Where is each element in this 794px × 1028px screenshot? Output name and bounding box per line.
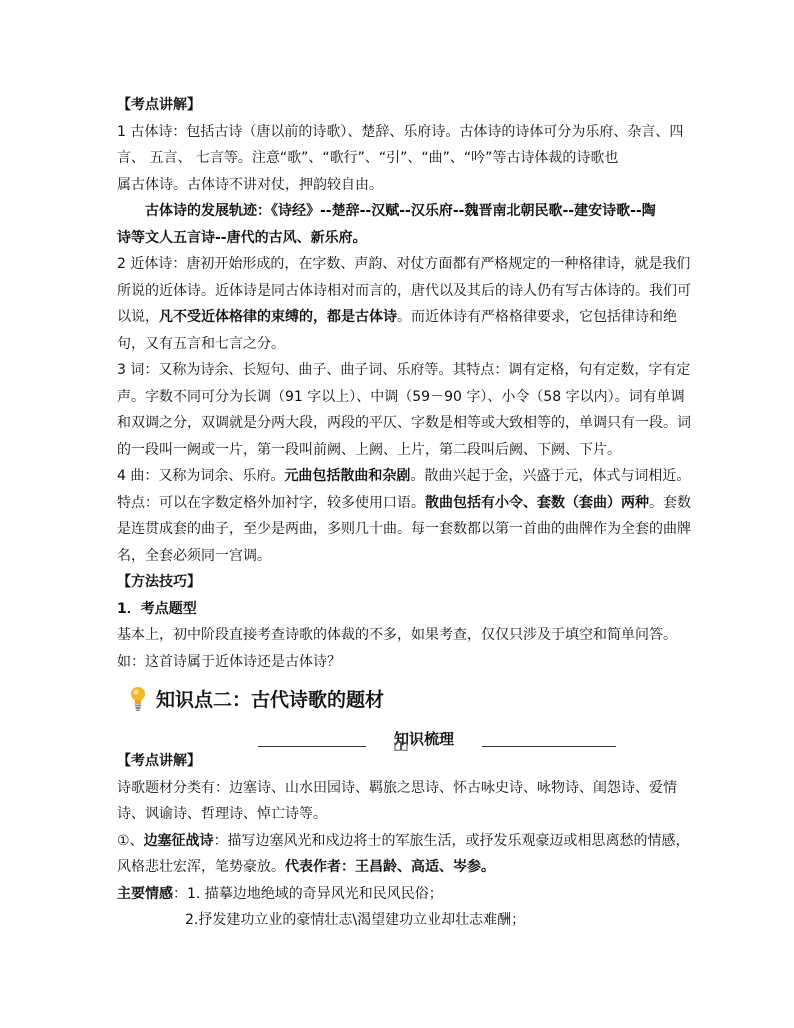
paragraph-line: 诗、讽谕诗、哲理诗、悼亡诗等。 bbox=[117, 806, 327, 822]
paragraph-line: 的一段叫一阙或一片，第一段叫前阙、上阙、上片，第二段叫后阙、下阙、下片。 bbox=[117, 441, 621, 458]
paragraph-line: 是连贯成套的曲子，至少是两曲，多则几十曲。每一套数都以第一首曲的曲牌作为全套的曲牌 bbox=[117, 521, 691, 537]
text-run-bold: 凡不受近体格律的束缚的，都是古体诗 bbox=[159, 309, 397, 325]
divider-left bbox=[258, 746, 366, 747]
divider-right bbox=[482, 746, 616, 747]
text-run: ：描写边塞风光和戍边将士的军旅生活，或抒发乐观豪迈或相思离愁的情感， bbox=[213, 832, 690, 849]
paragraph-line-bold: 诗等文人五言诗--唐代的古风、新乐府。 bbox=[117, 229, 367, 246]
text-run: ①、 bbox=[117, 832, 144, 849]
knowledge-point-title bbox=[128, 682, 384, 714]
knowledge-point-title-text: 知识点二：古代诗歌的题材 bbox=[156, 688, 385, 711]
text-run-bold: 散曲包括有小令、套数（套曲）两种 bbox=[425, 494, 649, 511]
text-run: 特点：可以在字数定格外加衬字，较多使用口语。 bbox=[117, 494, 425, 511]
lightbulb-icon bbox=[128, 684, 148, 712]
paragraph-line: 言、 五言、 七言等。注意“歌”、“歌行”、“引”、“曲”、“吟”等古诗体裁的诗歌也 bbox=[117, 150, 619, 166]
section-heading-exam-points: 【考点讲解】 bbox=[117, 753, 201, 769]
text-run: 。而近体诗有严格格律要求，它包括律诗和绝 bbox=[397, 309, 677, 325]
paragraph-line bbox=[117, 490, 691, 517]
text-run-bold: 代表作者：王昌龄、高适、岑参。 bbox=[285, 859, 495, 875]
paragraph-line bbox=[117, 304, 677, 331]
paragraph-line: 名，全套必须同一宫调。 bbox=[117, 547, 271, 564]
paragraph-line bbox=[117, 881, 677, 908]
text-run: 以说， bbox=[117, 309, 159, 325]
item-title: 1．考点题型 bbox=[117, 600, 197, 617]
text-run: ：1. 描摹边地绝域的奇异风光和民风民俗； bbox=[173, 885, 443, 902]
text-run-bold: 边塞征战诗 bbox=[143, 832, 214, 849]
paragraph-line: 基本上，初中阶段直接考查诗歌的体裁的不多，如果考查，仅仅只涉及于填空和简单问答。 bbox=[117, 627, 677, 643]
section-heading-exam-points: 【考点讲解】 bbox=[117, 97, 201, 113]
paragraph-line: 2.抒发建功立业的豪情壮志\渴望建功立业却壮志难酬； bbox=[185, 912, 526, 928]
paragraph-line bbox=[117, 854, 677, 881]
paragraph-line: 和双调之分，双调就是分两大段，两段的平仄、字数是相等或大致相等的，单调只有一段。词 bbox=[117, 415, 691, 431]
text-run: 。套数 bbox=[649, 494, 691, 511]
text-run-bold: 主要情感 bbox=[117, 885, 173, 902]
paragraph-line: 句，又有五言和七言之分。 bbox=[117, 335, 285, 352]
paragraph-line: 诗歌题材分类有：边塞诗、山水田园诗、羁旅之思诗、怀古咏史诗、咏物诗、闺怨诗、爱情 bbox=[117, 779, 677, 796]
text-run: 4 曲：又称为词余、乐府。 bbox=[117, 468, 285, 484]
text-run: 风格悲壮宏浑，笔势豪放。 bbox=[117, 859, 285, 875]
paragraph-line: 声。字数不同可分为长调（91 字以上）、中调（59－90 字）、小令（58 字以内）。词有单调 bbox=[117, 388, 685, 405]
paragraph-line: 1 古体诗：包括古诗（唐以前的诗歌）、楚辞、乐府诗。古体诗的诗体可分为乐府、杂言、四 bbox=[117, 123, 684, 140]
paragraph-line: 2 近体诗：唐初开始形成的，在字数、声韵、对仗方面都有严格规定的一种格律诗，就是我们 bbox=[117, 256, 691, 272]
paragraph-line: 属古体诗。古体诗不讲对仗，押韵较自由。 bbox=[117, 176, 383, 193]
text-run: 。散曲兴起于金，兴盛于元，体式与词相近。 bbox=[410, 468, 691, 484]
text-run-bold: 元曲包括散曲和杂剧 bbox=[284, 468, 411, 484]
paragraph-line: 3 词：又称为诗余、长短句、曲子、曲子词、乐府等。其特点：调有定格，句有定数，字有定 bbox=[117, 362, 691, 378]
subheading-text: 知识梳理 bbox=[393, 730, 454, 748]
paragraph-line bbox=[117, 828, 690, 855]
paragraph-line bbox=[117, 463, 691, 490]
paragraph-line: 如：这首诗属于近体诗还是古体诗？ bbox=[117, 653, 341, 670]
document-body-lower bbox=[117, 748, 690, 934]
paragraph-line-bold: 古体诗的发展轨迹：《诗经》--楚辞--汉赋--汉乐府--魏晋南北朝民歌--建安诗歌--陶 bbox=[145, 203, 656, 219]
document-body-upper bbox=[117, 92, 691, 675]
section-heading-method-tips: 【方法技巧】 bbox=[117, 574, 201, 590]
paragraph-line: 所说的近体诗。近体诗是同古体诗相对而言的，唐代以及其后的诗人仍有写古体诗的。我们可 bbox=[117, 282, 691, 299]
